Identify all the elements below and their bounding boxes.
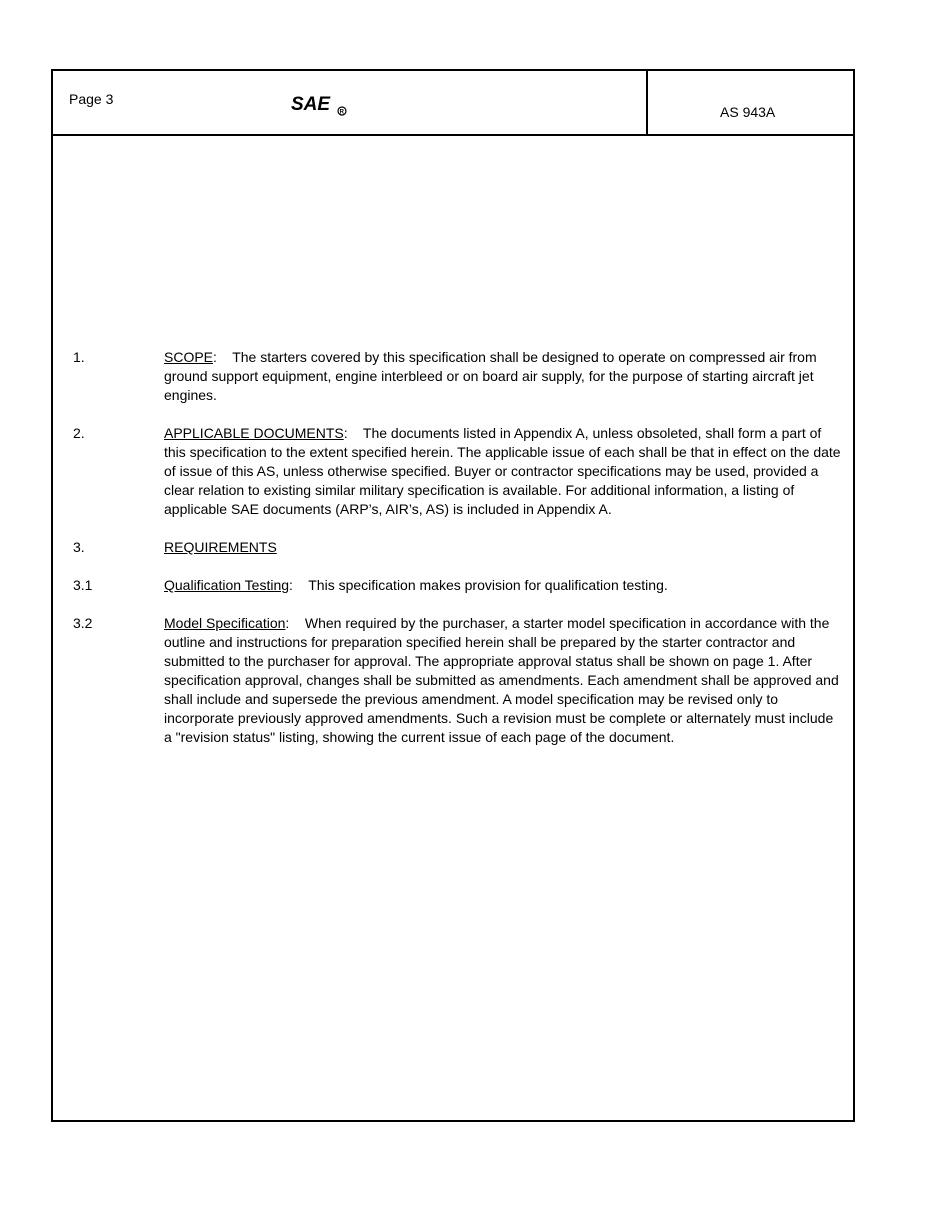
section-separator: : bbox=[289, 577, 309, 593]
section-body bbox=[164, 348, 843, 405]
page-frame bbox=[51, 69, 855, 1122]
section-number: 3. bbox=[73, 539, 85, 555]
section-model-specification bbox=[73, 614, 843, 747]
section-scope bbox=[73, 348, 843, 405]
sae-logo bbox=[291, 93, 351, 117]
section-body bbox=[164, 538, 843, 557]
sae-logo-text: SAE bbox=[291, 94, 331, 115]
page-header bbox=[53, 71, 853, 136]
section-number: 3.1 bbox=[73, 577, 93, 593]
section-number: 1. bbox=[73, 349, 85, 365]
section-qualification-testing bbox=[73, 576, 843, 595]
page-number: Page 3 bbox=[69, 91, 114, 107]
section-heading: APPLICABLE DOCUMENTS bbox=[164, 425, 344, 441]
section-body bbox=[164, 614, 843, 747]
section-number: 3.2 bbox=[73, 615, 93, 631]
section-requirements bbox=[73, 538, 843, 557]
section-body bbox=[164, 424, 843, 519]
section-heading: Qualification Testing bbox=[164, 577, 290, 593]
section-text: The documents listed in Appendix A, unless obsoleted, shall form a part of this specification to the extent specified herein. The applicable issue of each shall be that in effect on the date of issue of this AS, unless otherwise specified. Buyer or contractor specifications may be used, provided a clear relation to existing similar military specification is available. For additional information, a listing of applicable SAE documents (ARP’s, AIR’s, AS) is included in Appendix A. bbox=[164, 425, 841, 517]
section-text: The starters covered by this specification shall be designed to operate on compressed air from ground support equipment, engine interbleed or on board air supply, for the purpose of starting aircraft jet engines. bbox=[164, 349, 817, 403]
section-text: When required by the purchaser, a starter model specification in accordance with the outline and instructions for preparation specified herein shall be prepared by the starter contractor and submitted to the purchaser for approval. The appropriate approval status shall be shown on page 1. After specification approval, changes shall be submitted as amendments. Each amendment shall be approved and shall include and supersede the previous amendment. A model specification may be revised only to incorporate previously approved amendments. Such a revision must be complete or alternately must include a "revision status" listing, showing the current issue of each page of the document. bbox=[164, 615, 839, 745]
section-heading: Model Specification bbox=[164, 615, 286, 631]
document-body bbox=[73, 348, 843, 766]
section-heading: SCOPE bbox=[164, 349, 214, 365]
section-text: This specification makes provision for qualification testing. bbox=[308, 577, 668, 593]
document-id: AS 943A bbox=[720, 104, 776, 120]
header-divider bbox=[646, 71, 648, 134]
section-heading: REQUIREMENTS bbox=[164, 539, 277, 555]
svg-text:R: R bbox=[339, 109, 344, 116]
section-body bbox=[164, 576, 843, 595]
section-number: 2. bbox=[73, 425, 85, 441]
section-separator: : bbox=[343, 425, 363, 441]
section-applicable-documents bbox=[73, 424, 843, 519]
section-separator: : bbox=[213, 349, 233, 365]
section-separator: : bbox=[285, 615, 305, 631]
